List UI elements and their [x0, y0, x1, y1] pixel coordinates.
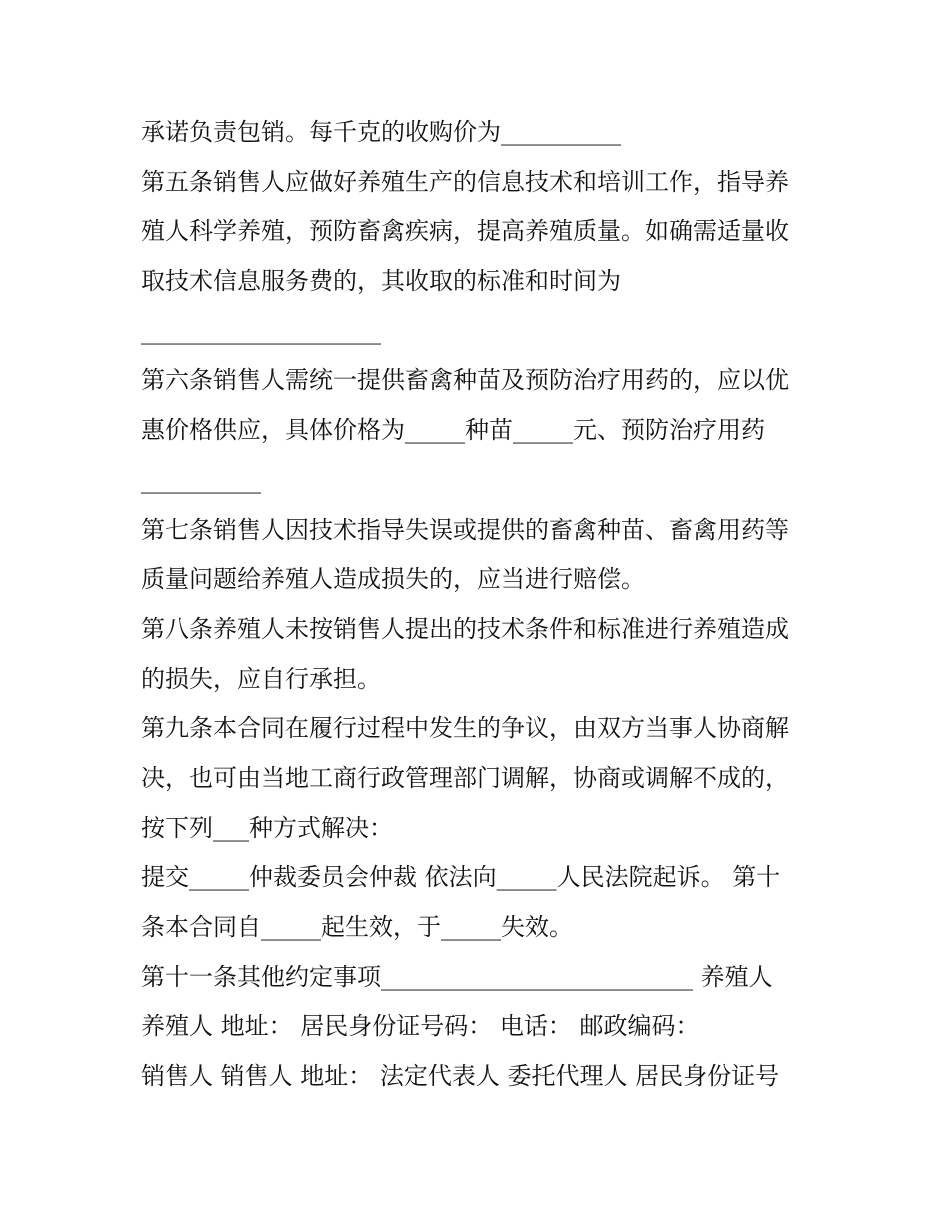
text-line: 提交_____仲裁委员会仲裁 依法向_____人民法院起诉。 第十 [141, 863, 781, 892]
text-line: 承诺负责包销。每千克的收购价为__________ [141, 118, 621, 146]
text-line: 按下列___种方式解决： [141, 813, 393, 842]
text-line: 第七条销售人因技术指导失误或提供的畜禽种苗、畜禽用药等 [141, 515, 789, 544]
text-line: 决，也可由当地工商行政管理部门调解，协商或调解不成的， [141, 763, 789, 792]
contract-text [141, 108, 821, 1102]
text-line: 取技术信息服务费的，其收取的标准和时间为 [141, 267, 621, 296]
text-line: 养殖人 地址： 居民身份证号码： 电话： 邮政编码： [141, 1012, 700, 1041]
text-line: __________ [141, 465, 261, 494]
text-line: 第八条养殖人未按销售人提出的技术条件和标准进行养殖造成 [141, 614, 789, 643]
text-line: ____________________ [141, 316, 381, 345]
text-line: 第六条销售人需统一提供畜禽种苗及预防治疗用药的，应以优 [141, 366, 789, 395]
text-line: 质量问题给养殖人造成损失的，应当进行赔偿。 [141, 565, 645, 594]
text-line: 第五条销售人应做好养殖生产的信息技术和培训工作，指导养 [141, 167, 789, 196]
text-line: 第九条本合同在履行过程中发生的争议，由双方当事人协商解 [141, 714, 789, 743]
text-line: 条本合同自_____起生效，于_____失效。 [141, 913, 573, 941]
text-line: 惠价格供应，具体价格为_____种苗_____元、预防治疗用药 [141, 416, 765, 445]
text-line: 的损失，应自行承担。 [141, 664, 381, 693]
text-line: 第十一条其他约定事项__________________________ 养殖人 [141, 962, 773, 991]
text-line: 销售人 销售人 地址： 法定代表人 委托代理人 居民身份证号 [141, 1062, 780, 1091]
text-line: 殖人科学养殖，预防畜禽疾病，提高养殖质量。如确需适量收 [141, 217, 789, 246]
